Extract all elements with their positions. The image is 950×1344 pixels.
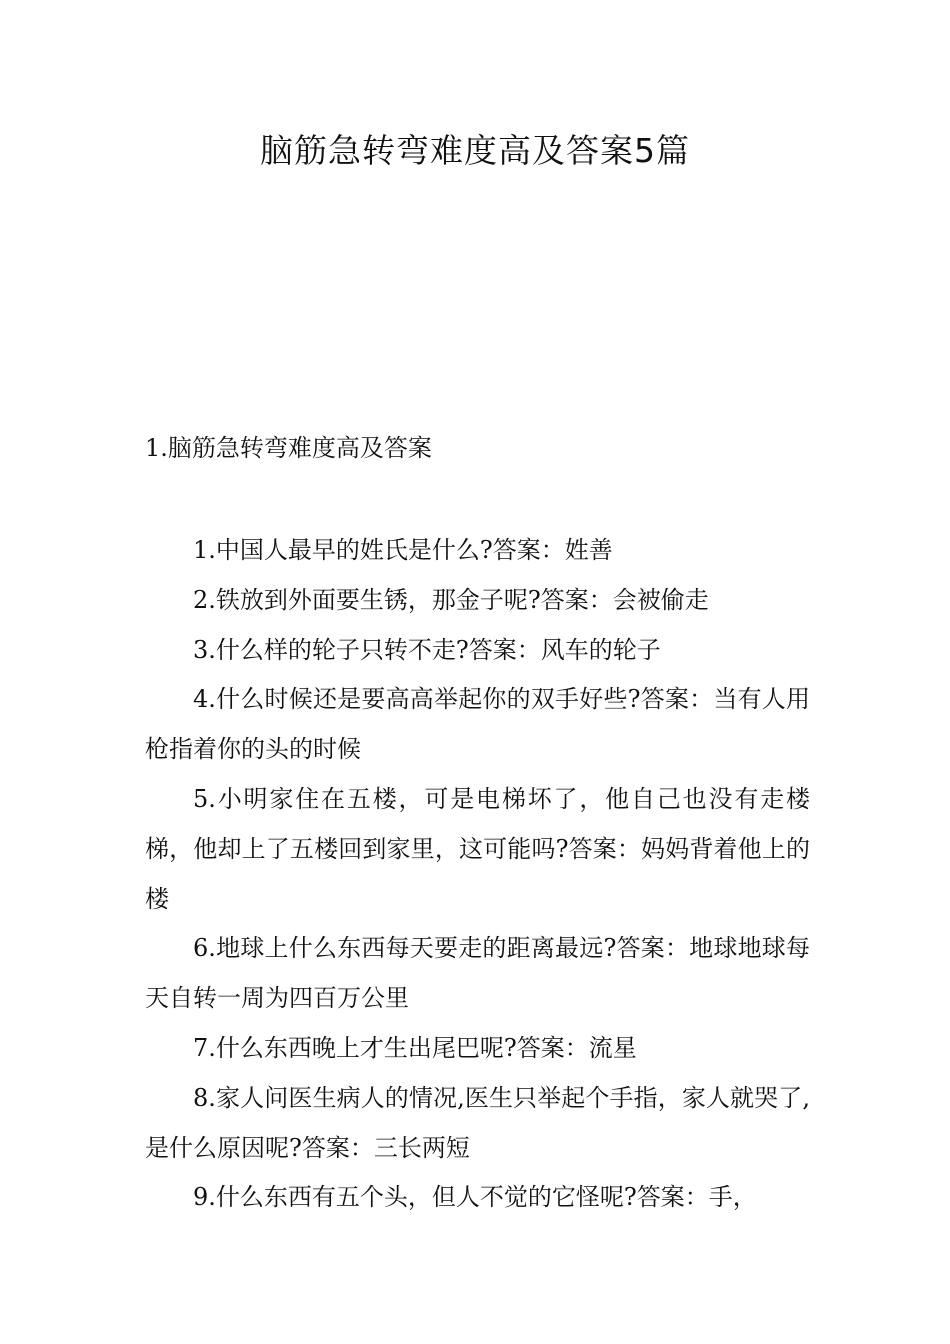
qa-item: 6.地球上什么东西每天要走的距离最远?答案：地球地球每天自转一周为四百万公里 (145, 934, 810, 1013)
qa-item: 1.中国人最早的姓氏是什么?答案：姓善 (193, 536, 613, 564)
qa-item: 4.什么时候还是要高高举起你的双手好些?答案：当有人用枪指着你的头的时候 (145, 685, 810, 764)
qa-item: 2.铁放到外面要生锈，那金子呢?答案：会被偷走 (193, 585, 709, 614)
section-heading: 1.脑筋急转弯难度高及答案 (145, 434, 432, 462)
qa-list (145, 526, 810, 1223)
document-title: 脑筋急转弯难度高及答案5篇 (260, 131, 690, 170)
qa-item: 7.什么东西晚上才生出尾巴呢?答案：流星 (193, 1033, 637, 1062)
qa-item: 9.什么东西有五个头，但人不觉的它怪呢?答案：手， (193, 1183, 757, 1212)
qa-item: 5.小明家住在五楼，可是电梯坏了，他自己也没有走楼梯，他却上了五楼回到家里，这可能吗?答案：妈妈背着他上的楼 (145, 784, 810, 913)
qa-item: 3.什么样的轮子只转不走?答案：风车的轮子 (193, 635, 661, 664)
qa-item: 8.家人问医生病人的情况,医生只举起个手指，家人就哭了,是什么原因呢?答案：三长两短 (145, 1083, 810, 1162)
